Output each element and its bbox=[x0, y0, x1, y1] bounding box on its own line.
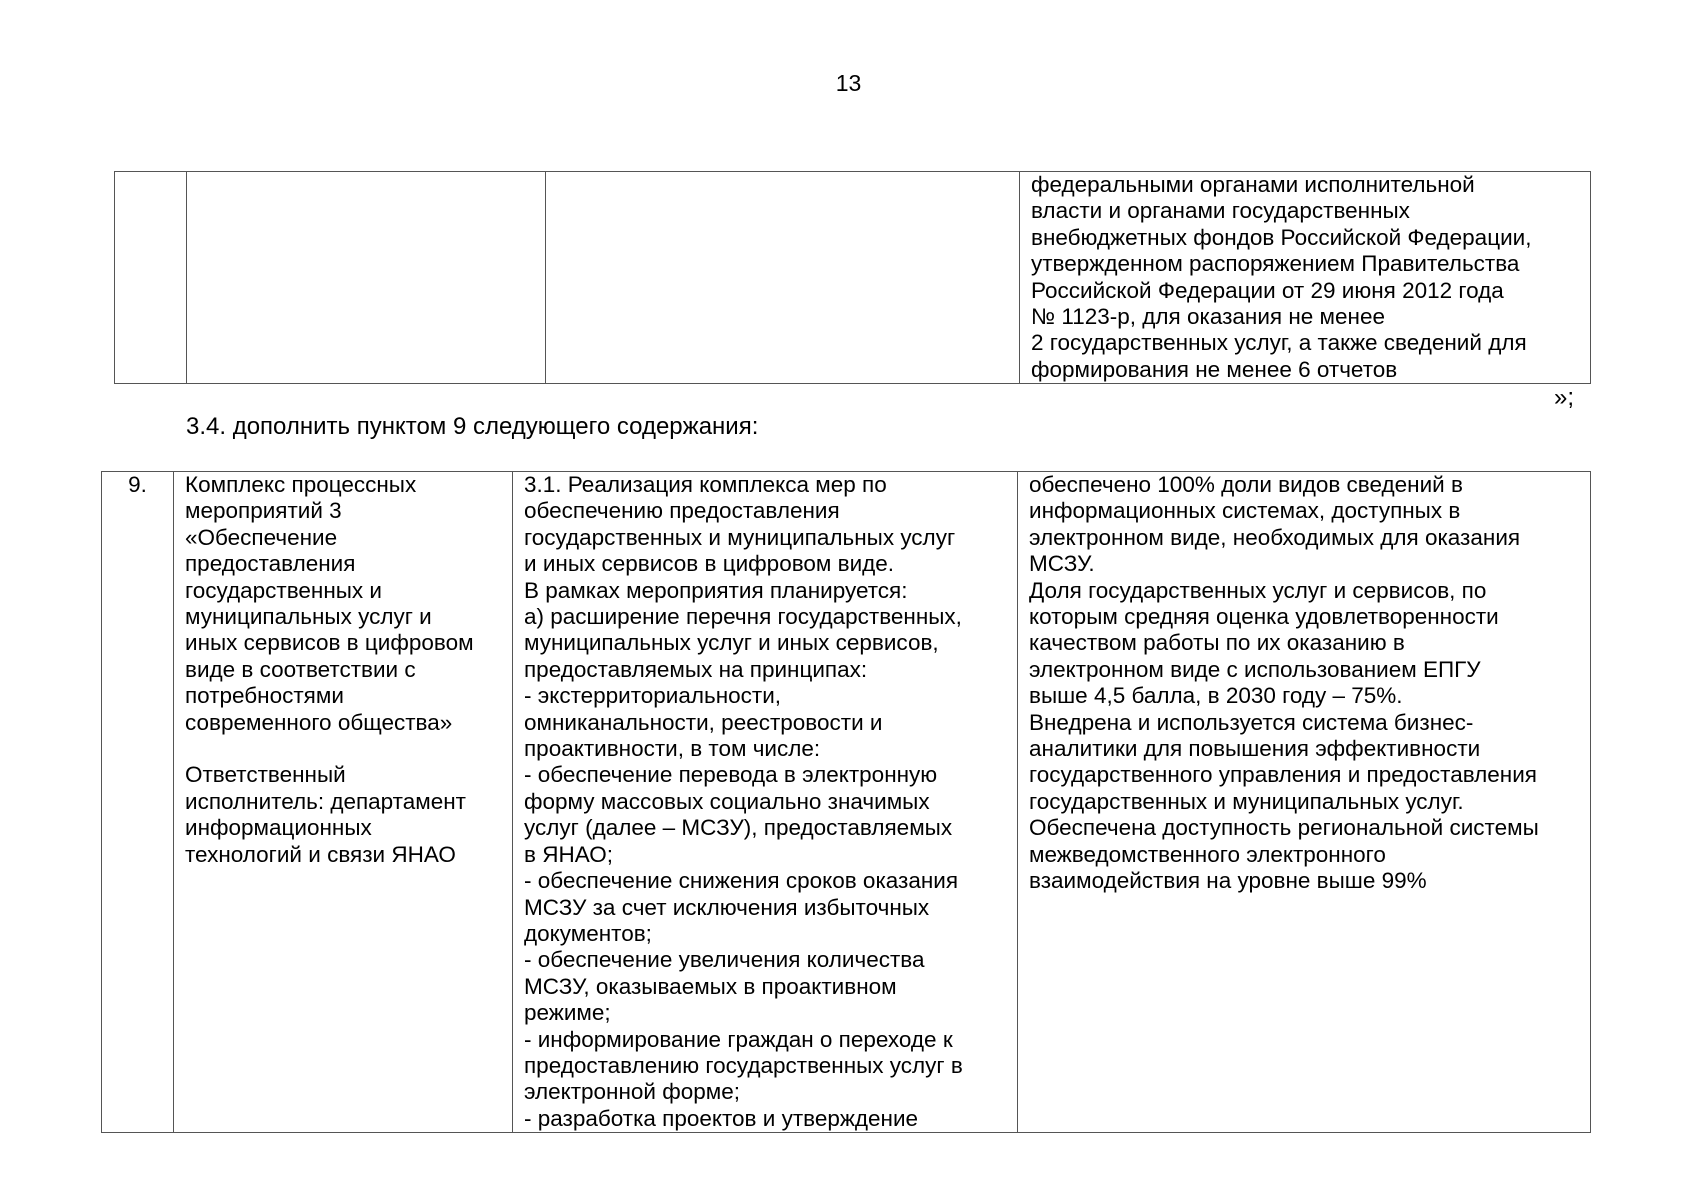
closing-quote: »; bbox=[1554, 384, 1575, 411]
cell-result-text: федеральными органами исполнительной власти и органами государственных внебюджетных фондов Российской Федерации, утвержденном распоряжением Правительства Российской Федерации от 29 июня 2012 года № 1123-р, для оказания не менее 2 государственных услуг, а также сведений для формирования не менее 6 отчетов bbox=[1031, 172, 1532, 382]
page-number: 13 bbox=[835, 70, 862, 96]
cell-number-empty bbox=[115, 172, 187, 384]
table-continuation bbox=[114, 171, 1591, 384]
table-item-9 bbox=[101, 471, 1591, 1133]
section-heading: 3.4. дополнить пунктом 9 следующего содержания: bbox=[186, 413, 759, 440]
cell-result bbox=[1018, 472, 1591, 1133]
cell-measure bbox=[174, 472, 513, 1133]
cell-result bbox=[1020, 172, 1591, 384]
cell-row-number: 9. bbox=[102, 472, 174, 1133]
cell-measure-text: Комплекс процессных мероприятий 3 «Обеспечение предоставления государственных и муниципальных услуг и иных сервисов в цифровом виде в соответствии с потребностями современного общества» Ответственный исполнитель: департамент информационных технологий и связи ЯНАО bbox=[185, 472, 474, 867]
table-row bbox=[115, 172, 1591, 384]
cell-result-text: обеспечено 100% доли видов сведений в информационных системах, доступных в электронном виде, необходимых для оказания МСЗУ. Доля государственных услуг и сервисов, по которым средняя оценка удовлетворенности качеством работы по их оказанию в электронном виде с использованием ЕПГУ выше 4,5 балла, в 2030 году – 75%. Внедрена и используется система бизнес- аналитики для повышения эффективности государственного управления и предоставления государственных и муниципальных услуг. Обеспечена доступность региональной системы межведомственного электронного взаимодействия на уровне выше 99% bbox=[1029, 472, 1539, 894]
cell-tasks-text: 3.1. Реализация комплекса мер по обеспечению предоставления государственных и муниципальных услуг и иных сервисов в цифровом виде. В рамках мероприятия планируется: а) расширение перечня государственных, муниципальных услуг и иных сервисов, предоставляемых на принципах: - экстерриториальности, омниканальности, реестровости и проактивности, в том числе: - обеспечение перевода в электронную форму массовых социально значимых услуг (далее – МСЗУ), предоставляемых в ЯНАО; - обеспечение снижения сроков оказания МСЗУ за счет исключения избыточных документов; - обеспечение увеличения количества МСЗУ, оказываемых в проактивном режиме; - информирование граждан о переходе к предоставлению государственных услуг в электронной форме; - разработка проектов и утверждение bbox=[524, 472, 963, 1131]
cell-tasks-empty bbox=[546, 172, 1020, 384]
table-row bbox=[102, 472, 1591, 1133]
cell-measure-empty bbox=[187, 172, 546, 384]
cell-tasks bbox=[513, 472, 1018, 1133]
